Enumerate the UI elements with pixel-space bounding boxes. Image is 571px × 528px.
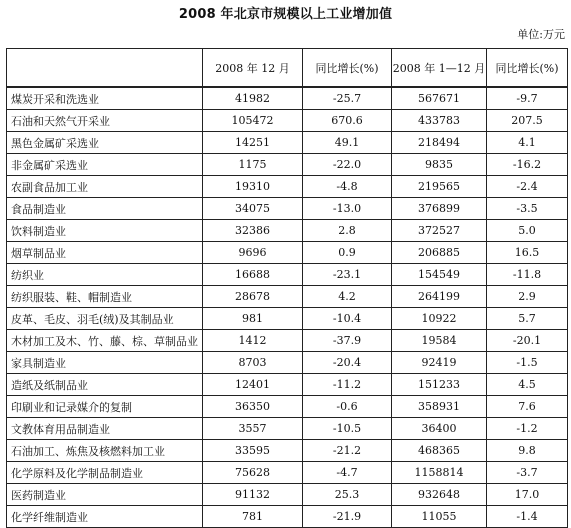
dec-growth-cell: 2.8 xyxy=(303,220,392,242)
ytd-growth-cell: -20.1 xyxy=(487,330,568,352)
ytd-growth-cell: 17.0 xyxy=(487,484,568,506)
table-row xyxy=(7,110,568,132)
industry-name-cell: 饮料制造业 xyxy=(7,220,203,242)
dec-growth-cell: -21.2 xyxy=(303,440,392,462)
ytd-value-cell: 10922 xyxy=(392,308,487,330)
ytd-value-cell: 36400 xyxy=(392,418,487,440)
dec-value-cell: 981 xyxy=(203,308,303,330)
ytd-value-cell: 219565 xyxy=(392,176,487,198)
industry-name-cell: 黑色金属矿采选业 xyxy=(7,132,203,154)
industry-name-cell: 家具制造业 xyxy=(7,352,203,374)
ytd-growth-cell: 207.5 xyxy=(487,110,568,132)
ytd-growth-cell: 5.0 xyxy=(487,220,568,242)
dec-growth-cell: -23.1 xyxy=(303,264,392,286)
dec-growth-cell: -10.4 xyxy=(303,308,392,330)
table-row xyxy=(7,462,568,484)
industry-name-cell: 皮革、毛皮、羽毛(绒)及其制品业 xyxy=(7,308,203,330)
table-row xyxy=(7,286,568,308)
industry-name-cell: 烟草制品业 xyxy=(7,242,203,264)
industry-name-cell: 印刷业和记录媒介的复制 xyxy=(7,396,203,418)
industry-name-cell: 纺织服装、鞋、帽制造业 xyxy=(7,286,203,308)
ytd-growth-cell: -1.5 xyxy=(487,352,568,374)
ytd-value-cell: 932648 xyxy=(392,484,487,506)
ytd-growth-cell: -2.4 xyxy=(487,176,568,198)
dec-value-cell: 1175 xyxy=(203,154,303,176)
ytd-growth-cell: -1.4 xyxy=(487,506,568,528)
header-ytd-growth: 同比增长(%) xyxy=(487,49,568,88)
dec-growth-cell: -21.9 xyxy=(303,506,392,528)
dec-growth-cell: 0.9 xyxy=(303,242,392,264)
dec-growth-cell: -4.7 xyxy=(303,462,392,484)
dec-growth-cell: -37.9 xyxy=(303,330,392,352)
industry-name-cell: 文教体育用品制造业 xyxy=(7,418,203,440)
dec-value-cell: 28678 xyxy=(203,286,303,308)
dec-value-cell: 14251 xyxy=(203,132,303,154)
ytd-growth-cell: 4.5 xyxy=(487,374,568,396)
header-dec-2008: 2008 年 12 月 xyxy=(203,49,303,88)
dec-value-cell: 8703 xyxy=(203,352,303,374)
table-row xyxy=(7,374,568,396)
dec-growth-cell: 49.1 xyxy=(303,132,392,154)
ytd-value-cell: 264199 xyxy=(392,286,487,308)
ytd-value-cell: 154549 xyxy=(392,264,487,286)
table-row xyxy=(7,330,568,352)
dec-growth-cell: -4.8 xyxy=(303,176,392,198)
ytd-growth-cell: -9.7 xyxy=(487,87,568,110)
ytd-growth-cell: -3.7 xyxy=(487,462,568,484)
ytd-value-cell: 376899 xyxy=(392,198,487,220)
ytd-growth-cell: -11.8 xyxy=(487,264,568,286)
ytd-value-cell: 372527 xyxy=(392,220,487,242)
ytd-value-cell: 19584 xyxy=(392,330,487,352)
header-ytd-2008: 2008 年 1—12 月 xyxy=(392,49,487,88)
ytd-growth-cell: 16.5 xyxy=(487,242,568,264)
industry-name-cell: 煤炭开采和洗选业 xyxy=(7,87,203,110)
ytd-value-cell: 433783 xyxy=(392,110,487,132)
ytd-value-cell: 92419 xyxy=(392,352,487,374)
dec-value-cell: 9696 xyxy=(203,242,303,264)
table-row xyxy=(7,440,568,462)
industry-name-cell: 医药制造业 xyxy=(7,484,203,506)
dec-growth-cell: -11.2 xyxy=(303,374,392,396)
dec-value-cell: 91132 xyxy=(203,484,303,506)
table-row xyxy=(7,220,568,242)
industry-name-cell: 木材加工及木、竹、藤、棕、草制品业 xyxy=(7,330,203,352)
table-row xyxy=(7,154,568,176)
dec-value-cell: 33595 xyxy=(203,440,303,462)
industry-name-cell: 化学纤维制造业 xyxy=(7,506,203,528)
table-row xyxy=(7,87,568,110)
ytd-growth-cell: -16.2 xyxy=(487,154,568,176)
ytd-value-cell: 218494 xyxy=(392,132,487,154)
table-body xyxy=(7,87,568,528)
ytd-value-cell: 11055 xyxy=(392,506,487,528)
ytd-growth-cell: 4.1 xyxy=(487,132,568,154)
dec-growth-cell: -25.7 xyxy=(303,87,392,110)
dec-value-cell: 781 xyxy=(203,506,303,528)
dec-growth-cell: 670.6 xyxy=(303,110,392,132)
industry-name-cell: 食品制造业 xyxy=(7,198,203,220)
dec-growth-cell: 25.3 xyxy=(303,484,392,506)
industry-name-cell: 石油和天然气开采业 xyxy=(7,110,203,132)
industry-name-cell: 非金属矿采选业 xyxy=(7,154,203,176)
industry-name-cell: 石油加工、炼焦及核燃料加工业 xyxy=(7,440,203,462)
dec-growth-cell: -13.0 xyxy=(303,198,392,220)
table-row xyxy=(7,506,568,528)
industry-name-cell: 造纸及纸制品业 xyxy=(7,374,203,396)
industry-name-cell: 纺织业 xyxy=(7,264,203,286)
ytd-growth-cell: -3.5 xyxy=(487,198,568,220)
table-row xyxy=(7,198,568,220)
dec-value-cell: 34075 xyxy=(203,198,303,220)
ytd-growth-cell: -1.2 xyxy=(487,418,568,440)
table-row xyxy=(7,484,568,506)
header-industry xyxy=(7,49,203,88)
dec-growth-cell: -0.6 xyxy=(303,396,392,418)
dec-value-cell: 36350 xyxy=(203,396,303,418)
ytd-growth-cell: 9.8 xyxy=(487,440,568,462)
dec-value-cell: 12401 xyxy=(203,374,303,396)
table-row xyxy=(7,242,568,264)
ytd-value-cell: 151233 xyxy=(392,374,487,396)
table-row xyxy=(7,308,568,330)
header-dec-growth: 同比增长(%) xyxy=(303,49,392,88)
unit-label: 单位:万元 xyxy=(517,28,565,41)
dec-value-cell: 41982 xyxy=(203,87,303,110)
table-row xyxy=(7,418,568,440)
dec-growth-cell: -20.4 xyxy=(303,352,392,374)
dec-value-cell: 19310 xyxy=(203,176,303,198)
dec-growth-cell: -22.0 xyxy=(303,154,392,176)
dec-value-cell: 1412 xyxy=(203,330,303,352)
dec-value-cell: 3557 xyxy=(203,418,303,440)
ytd-value-cell: 567671 xyxy=(392,87,487,110)
table-row xyxy=(7,352,568,374)
industry-name-cell: 农副食品加工业 xyxy=(7,176,203,198)
table-row xyxy=(7,396,568,418)
dec-value-cell: 32386 xyxy=(203,220,303,242)
industry-name-cell: 化学原料及化学制品制造业 xyxy=(7,462,203,484)
dec-value-cell: 16688 xyxy=(203,264,303,286)
table-title: 2008 年北京市规模以上工业增加值 xyxy=(178,7,393,22)
ytd-value-cell: 9835 xyxy=(392,154,487,176)
dec-growth-cell: 4.2 xyxy=(303,286,392,308)
table-row xyxy=(7,264,568,286)
table-row xyxy=(7,132,568,154)
ytd-value-cell: 358931 xyxy=(392,396,487,418)
ytd-value-cell: 206885 xyxy=(392,242,487,264)
ytd-growth-cell: 7.6 xyxy=(487,396,568,418)
table-row xyxy=(7,176,568,198)
header-row xyxy=(7,49,568,88)
dec-value-cell: 75628 xyxy=(203,462,303,484)
dec-growth-cell: -10.5 xyxy=(303,418,392,440)
ytd-value-cell: 468365 xyxy=(392,440,487,462)
ytd-growth-cell: 2.9 xyxy=(487,286,568,308)
dec-value-cell: 105472 xyxy=(203,110,303,132)
industry-value-added-table xyxy=(6,48,568,528)
ytd-value-cell: 1158814 xyxy=(392,462,487,484)
ytd-growth-cell: 5.7 xyxy=(487,308,568,330)
